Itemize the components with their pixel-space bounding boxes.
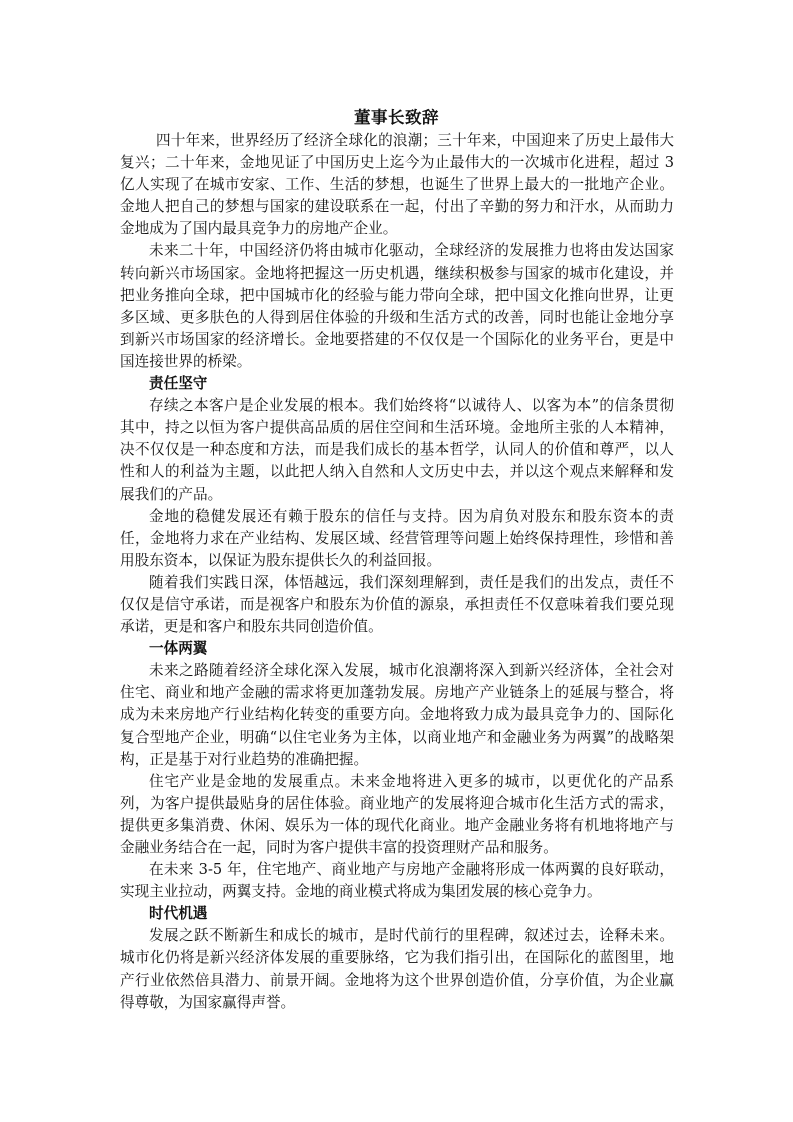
section-heading: 时代机遇	[149, 905, 208, 923]
document-body	[120, 130, 674, 1014]
section-paragraph: 存续之本客户是企业发展的根本。我们始终将“以诚待人、以客为本”的信条贯彻其中，持之以恒为客户提供高品质的居住空间和生活环境。金地所主张的人本精神，决不仅仅是一种态度和方法，而是我们成长的基本哲学，认同人的价值和尊严，以人性和人的利益为主题，以此把人纳入自然和人文历史中去，并以这个观点来解释和发展我们的产品。	[120, 397, 674, 503]
section-paragraph: 住宅产业是金地的发展重点。未来金地将进入更多的城市，以更优化的产品系列，为客户提供最贴身的居住体验。商业地产的发展将迎合城市化生活方式的需求，提供更多集消费、休闲、娱乐为一体的现代化商业。地产金融业务将有机地将地产与金融业务结合在一起，同时为客户提供丰富的投资理财产品和服务。	[120, 772, 674, 856]
section-heading: 一体两翼	[149, 640, 208, 658]
intro-paragraph-2: 未来二十年，中国经济仍将由城市化驱动，全球经济的发展推力也将由发达国家转向新兴市场国家。金地将把握这一历史机遇，继续积极参与国家的城市化建设，并把业务推向全球，把中国城市化的经验与能力带向全球，把中国文化推向世界，让更多区域、更多肤色的人得到居住体验的升级和生活方式的改善，同时也能让金地分享到新兴市场国家的经济增长。金地要搭建的不仅仅是一个国际化的业务平台，更是中国连接世界的桥梁。	[120, 242, 674, 370]
section-paragraph: 未来之路随着经济全球化深入发展，城市化浪潮将深入到新兴经济体，全社会对住宅、商业和地产金融的需求将更加蓬勃发展。房地产产业链条上的延展与整合，将成为未来房地产行业结构化转变的重要方向。金地将致力成为最具竞争力的、国际化复合型地产企业，明确“以住宅业务为主体，以商业地产和金融业务为两翼”的战略架构，正是基于对行业趋势的准确把握。	[120, 662, 674, 768]
page-title: 董事长致辞	[354, 108, 439, 127]
intro-paragraph-1: 四十年来，世界经历了经济全球化的浪潮；三十年来，中国迎来了历史上最伟大复兴；二十年来，金地见证了中国历史上迄今为止最伟大的一次城市化进程，超过 3 亿人实现了在城市安家、工作、生活的梦想，也诞生了世界上最大的一批地产企业。金地人把自己的梦想与国家的建设联系在一起，付出了辛勤的努力和汗水，从而助力金地成为了国内最具竞争力的房地产企业。	[120, 132, 674, 238]
section-paragraph: 金地的稳健发展还有赖于股东的信任与支持。因为肩负对股东和股东资本的责任，金地将力求在产业结构、发展区域、经营管理等问题上始终保持理性，珍惜和善用股东资本，以保证为股东提供长久的利益回报。	[120, 507, 674, 569]
section-heading: 责任坚守	[149, 375, 208, 393]
section-paragraph: 随着我们实践日深，体悟越远，我们深刻理解到，责任是我们的出发点，责任不仅仅是信守承诺，而是视客户和股东为价值的源泉，承担责任不仅意味着我们要兑现承诺，更是和客户和股东共同创造价值。	[120, 573, 674, 636]
section-paragraph: 在未来 3-5 年，住宅地产、商业地产与房地产金融将形成一体两翼的良好联动，实现主业拉动，两翼支持。金地的商业模式将成为集团发展的核心竞争力。	[120, 861, 674, 901]
section-one-body-two-wings	[120, 638, 674, 903]
section-paragraph: 发展之跃不断新生和成长的城市，是时代前行的里程碑，叙述过去，诠释未来。城市化仍将是新兴经济体发展的重要脉络，它为我们指引出，在国际化的蓝图里，地产行业依然倍具潜力、前景开阔。金地将为这个世界创造价值，分享价值，为企业赢得尊敬，为国家赢得声誉。	[120, 927, 674, 1011]
section-responsibility	[120, 373, 674, 638]
section-era-opportunity	[120, 903, 674, 1013]
